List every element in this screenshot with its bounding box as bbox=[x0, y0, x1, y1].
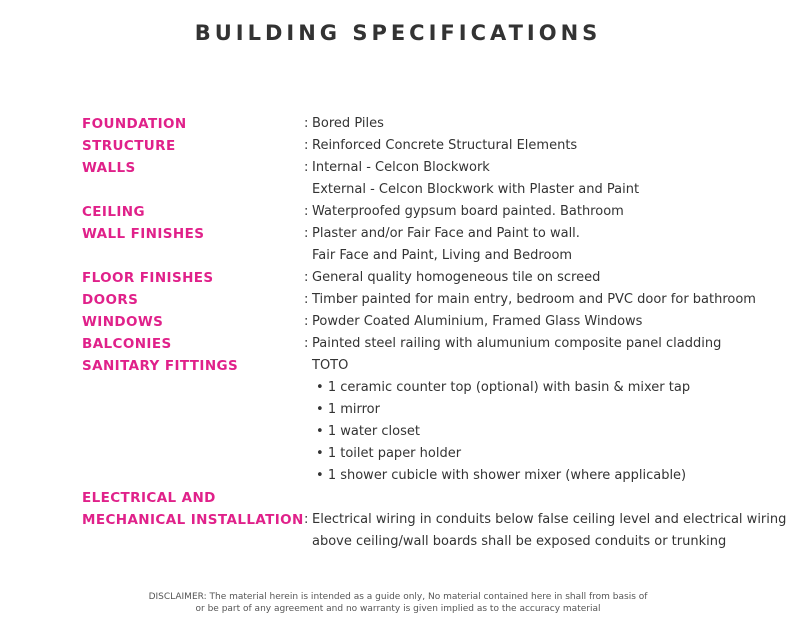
list-item bbox=[82, 377, 782, 399]
bullet-icon: • bbox=[316, 468, 324, 483]
colon: : bbox=[304, 226, 309, 241]
spec-row-doors bbox=[82, 289, 782, 311]
colon: : bbox=[304, 512, 309, 527]
spec-row-ceiling bbox=[82, 201, 782, 223]
colon: : bbox=[304, 314, 309, 329]
colon: : bbox=[304, 138, 309, 153]
spec-label-walls: WALLS bbox=[82, 160, 136, 176]
spec-text: Electrical wiring in conduits below false ceiling level and electrical wiring bbox=[312, 512, 787, 527]
spec-row-windows bbox=[82, 311, 782, 333]
list-item bbox=[82, 443, 782, 465]
bullet-icon: • bbox=[316, 446, 324, 461]
spec-value-doors bbox=[304, 289, 756, 311]
sanitary-item: • 1 toilet paper holder bbox=[316, 446, 462, 461]
spec-value-walls-line2: External - Celcon Blockwork with Plaster and Paint bbox=[312, 182, 640, 197]
spec-value-floor-finishes bbox=[304, 267, 600, 289]
sanitary-item: • 1 mirror bbox=[316, 402, 380, 417]
spec-label-floor-finishes: FLOOR FINISHES bbox=[82, 270, 214, 286]
spec-value-foundation bbox=[304, 113, 384, 135]
spec-row-wall-finishes bbox=[82, 223, 782, 245]
spec-text: General quality homogeneous tile on screed bbox=[312, 270, 601, 285]
disclaimer-label: DISCLAIMER: bbox=[148, 592, 207, 602]
spec-label-electrical-line2: MECHANICAL INSTALLATION bbox=[82, 512, 304, 528]
spec-label-balconies: BALCONIES bbox=[82, 336, 172, 352]
spec-value-wall-finishes-line2: Fair Face and Paint, Living and Bedroom bbox=[312, 248, 573, 263]
disclaimer-line1 bbox=[0, 591, 796, 603]
sanitary-item: • 1 water closet bbox=[316, 424, 420, 439]
spec-list bbox=[82, 113, 787, 553]
colon: : bbox=[304, 204, 309, 219]
spec-text: Plaster and/or Fair Face and Paint to wall. bbox=[312, 226, 580, 241]
colon: : bbox=[304, 270, 309, 285]
spec-text: Internal - Celcon Blockwork bbox=[312, 160, 490, 175]
spec-value-electrical bbox=[304, 509, 786, 531]
spec-text: Reinforced Concrete Structural Elements bbox=[312, 138, 578, 153]
spec-row-electrical-continued bbox=[82, 531, 782, 553]
bullet-icon: • bbox=[316, 424, 324, 439]
spec-label-foundation: FOUNDATION bbox=[82, 116, 187, 132]
spec-value-structure bbox=[304, 135, 577, 157]
page-title: BUILDING SPECIFICATIONS bbox=[194, 21, 602, 45]
colon: : bbox=[304, 336, 309, 351]
spec-row-electrical bbox=[82, 509, 787, 531]
list-item bbox=[82, 421, 782, 443]
spec-label-ceiling: CEILING bbox=[82, 204, 145, 220]
colon: : bbox=[304, 116, 309, 131]
spec-row-structure bbox=[82, 135, 782, 157]
disclaimer-line2: or be part of any agreement and no warranty is given implied as to the accuracy material bbox=[195, 604, 601, 614]
spec-value-sanitary-brand: TOTO bbox=[312, 358, 349, 373]
spec-text: Painted steel railing with alumunium composite panel cladding bbox=[312, 336, 722, 351]
spec-value-walls bbox=[304, 157, 490, 179]
colon: : bbox=[304, 292, 309, 307]
spec-label-structure: STRUCTURE bbox=[82, 138, 176, 154]
colon: : bbox=[304, 160, 309, 175]
spec-label-sanitary-fittings: SANITARY FITTINGS bbox=[82, 358, 239, 374]
spec-row-foundation bbox=[82, 113, 782, 135]
spec-row-wall-finishes-continued bbox=[82, 245, 782, 267]
sanitary-item: • 1 ceramic counter top (optional) with basin & mixer tap bbox=[316, 380, 691, 395]
spec-text: Powder Coated Aluminium, Framed Glass Windows bbox=[312, 314, 643, 329]
spec-row-walls bbox=[82, 157, 782, 179]
sanitary-item: • 1 shower cubicle with shower mixer (where applicable) bbox=[316, 468, 687, 483]
spec-row-walls-continued bbox=[82, 179, 782, 201]
spec-value-windows bbox=[304, 311, 642, 333]
spec-value-electrical-line2: above ceiling/wall boards shall be exposed conduits or trunking bbox=[312, 534, 727, 549]
list-item bbox=[82, 399, 782, 421]
spec-value-ceiling bbox=[304, 201, 624, 223]
spec-row-floor-finishes bbox=[82, 267, 782, 289]
bullet-icon: • bbox=[316, 380, 324, 395]
disclaimer-text: The material herein is intended as a guide only, No material contained here in shall from basis of bbox=[209, 592, 648, 602]
spec-row-electrical-heading bbox=[82, 487, 782, 509]
spec-label-doors: DOORS bbox=[82, 292, 139, 308]
spec-label-electrical-line1: ELECTRICAL AND bbox=[82, 490, 216, 506]
bullet-icon: • bbox=[316, 402, 324, 417]
spec-value-balconies bbox=[304, 333, 721, 355]
disclaimer bbox=[0, 591, 796, 615]
spec-row-sanitary-fittings bbox=[82, 355, 782, 377]
spec-label-windows: WINDOWS bbox=[82, 314, 164, 330]
spec-label-wall-finishes: WALL FINISHES bbox=[82, 226, 205, 242]
spec-value-wall-finishes bbox=[304, 223, 580, 245]
spec-text: Bored Piles bbox=[312, 116, 384, 131]
spec-row-balconies bbox=[82, 333, 782, 355]
spec-text: Timber painted for main entry, bedroom and PVC door for bathroom bbox=[312, 292, 756, 307]
spec-text: Waterproofed gypsum board painted. Bathroom bbox=[312, 204, 624, 219]
list-item bbox=[82, 465, 782, 487]
